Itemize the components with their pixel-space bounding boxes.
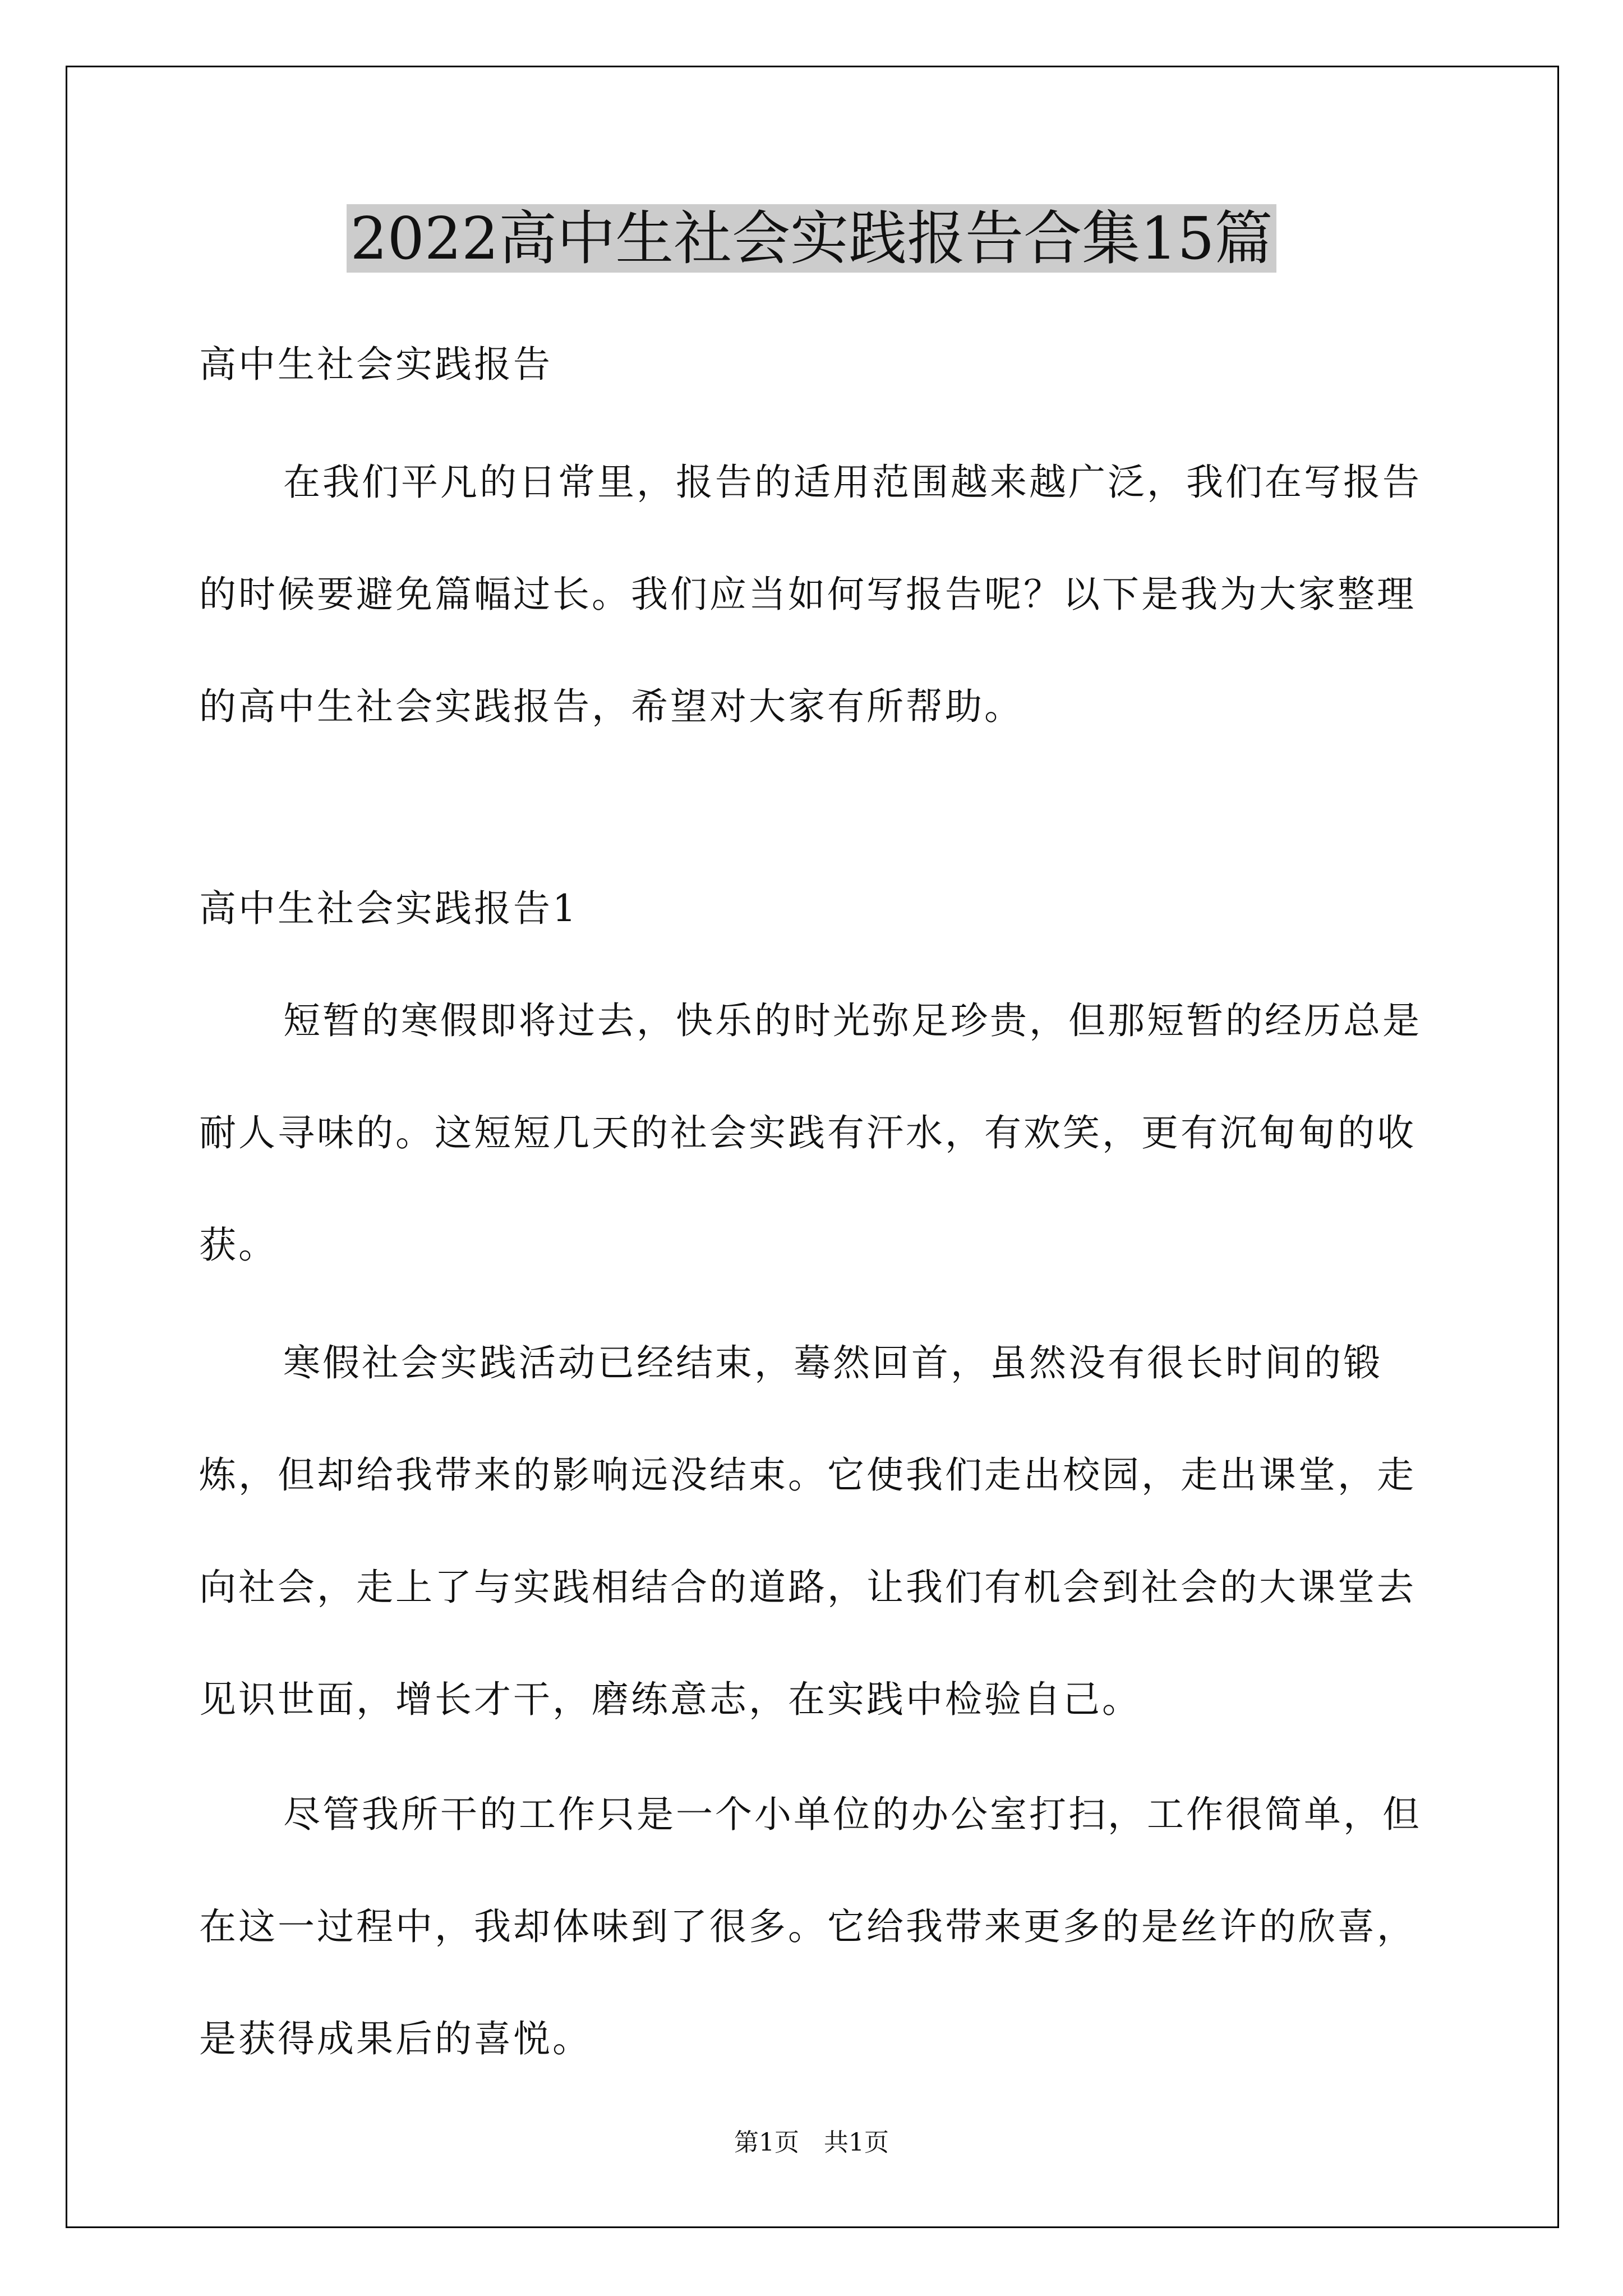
section-heading: 高中生社会实践报告1 bbox=[199, 887, 578, 930]
intro-paragraph: 在我们平凡的日常里，报告的适用范围越来越广泛，我们在写报告的时候要避免篇幅过长。我们应当如何写报告呢？以下是我为大家整理的高中生社会实践报告，希望对大家有所帮助。 bbox=[199, 461, 1422, 728]
document-title-text: 2022高中生社会实践报告合集15篇 bbox=[347, 204, 1276, 273]
document-title bbox=[0, 199, 1623, 278]
body-paragraph-3: 尽管我所干的工作只是一个小单位的办公室打扫，工作很简单，但在这一过程中，我却体味到了很多。它给我带来更多的是丝许的欣喜，是获得成果后的喜悦。 bbox=[199, 1793, 1422, 2060]
body-paragraph-2: 寒假社会实践活动已经结束，蓦然回首，虽然没有很长时间的锻炼，但却给我带来的影响远没结束。它使我们走出校园，走出课堂，走向社会，走上了与实践相结合的道路，让我们有机会到社会的大课堂去见识世面，增长才干，磨练意志，在实践中检验自己。 bbox=[199, 1341, 1416, 1721]
intro-heading: 高中生社会实践报告 bbox=[199, 343, 552, 386]
page-number-footer: 第1页 共1页 bbox=[734, 2128, 889, 2157]
body-paragraph-1: 短暂的寒假即将过去，快乐的时光弥足珍贵，但那短暂的经历总是耐人寻味的。这短短几天的社会实践有汗水，有欢笑，更有沉甸甸的收获。 bbox=[199, 999, 1422, 1267]
